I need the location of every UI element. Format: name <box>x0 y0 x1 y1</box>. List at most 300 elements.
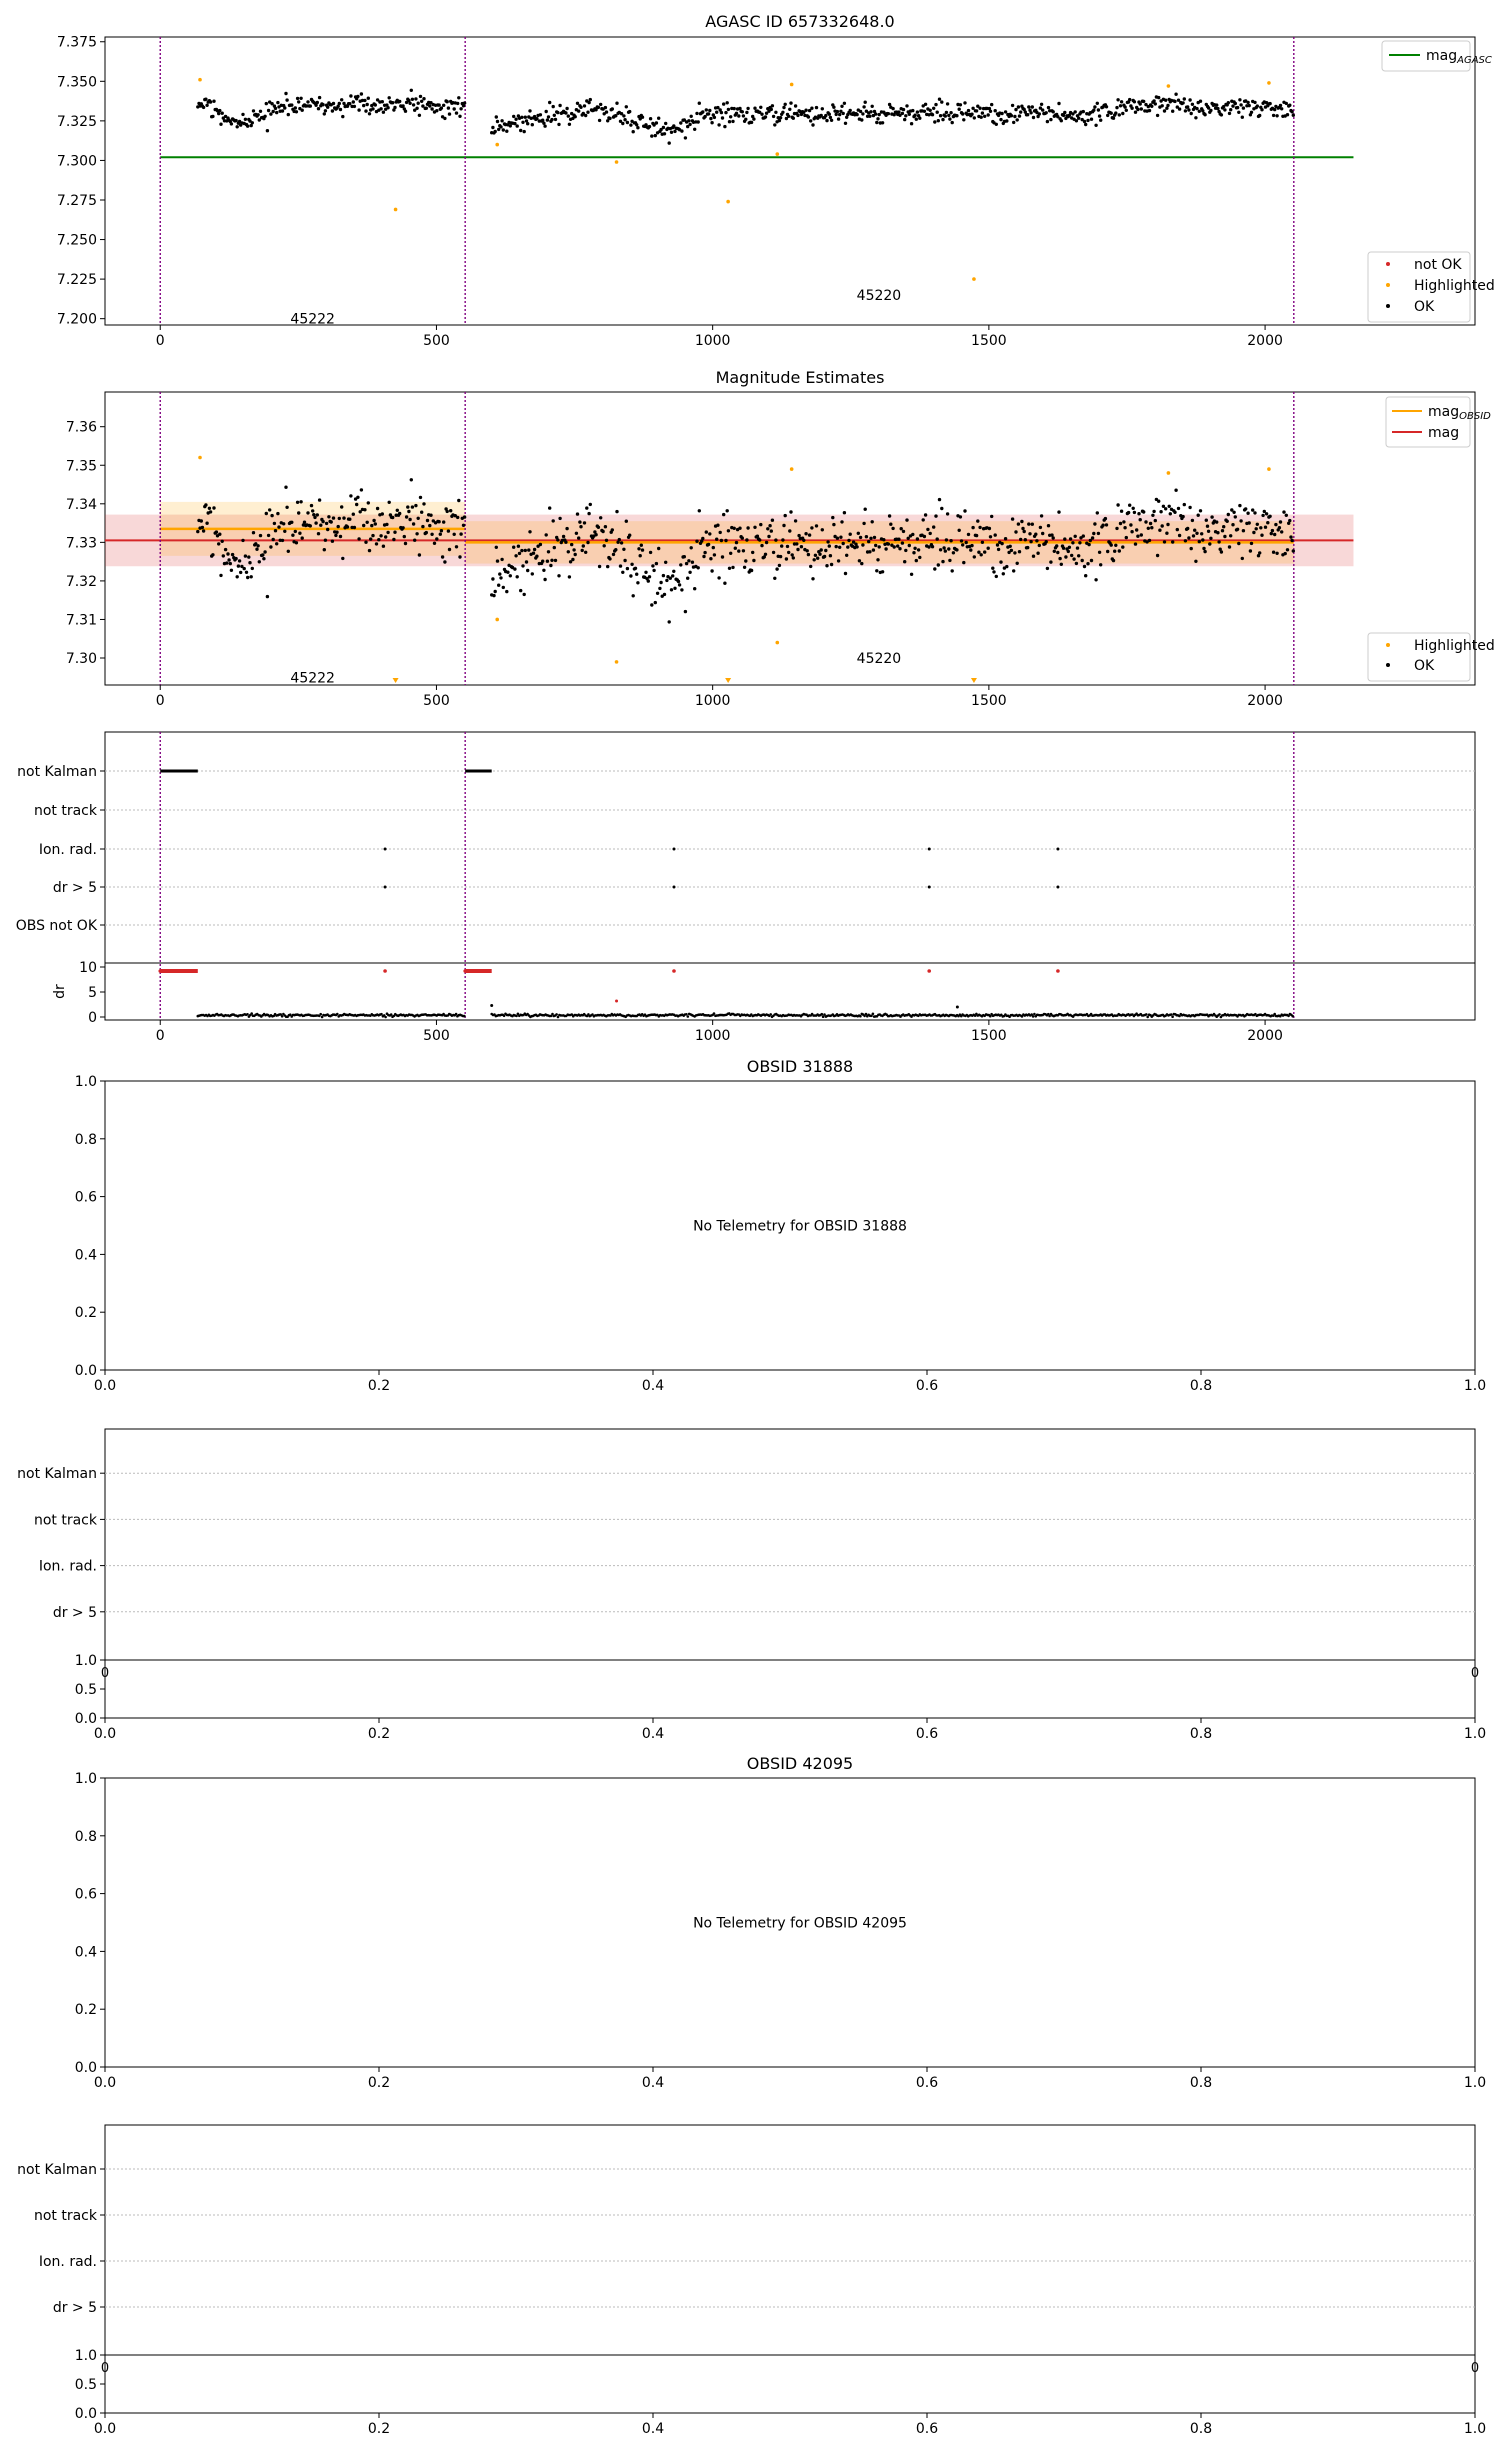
dr-point <box>455 1013 458 1016</box>
legend-label: OK <box>1414 658 1435 674</box>
ok-point <box>933 120 936 123</box>
ok-point <box>796 114 799 117</box>
ok-point <box>1216 531 1219 534</box>
agasc-ytick-label: 7.375 <box>56 34 97 51</box>
ok-point <box>337 525 340 528</box>
ok-point <box>360 488 363 491</box>
ok-point <box>217 112 220 115</box>
ok-point <box>708 532 711 535</box>
ok-point <box>778 564 781 567</box>
ok-point <box>846 545 849 548</box>
ok-point <box>1266 521 1269 524</box>
ok-point <box>796 548 799 551</box>
dr-point <box>1218 1013 1221 1016</box>
ok-point <box>1057 102 1060 105</box>
ok-point <box>924 513 927 516</box>
ok-point <box>1192 534 1195 537</box>
ok-point <box>1223 108 1226 111</box>
ok-point <box>1209 109 1212 112</box>
dr-point <box>336 1013 339 1016</box>
legend-label: OK <box>1414 299 1435 315</box>
ok-point <box>656 592 659 595</box>
ok-point <box>542 569 545 572</box>
ok-point <box>824 114 827 117</box>
ok-point <box>994 109 997 112</box>
obsid_31888-title: OBSID 31888 <box>746 1057 854 1076</box>
ok-point <box>584 551 587 554</box>
ok-point <box>1290 110 1293 113</box>
ok-point <box>514 118 517 121</box>
ok-point <box>673 130 676 133</box>
ok-point <box>420 100 423 103</box>
ok-point <box>944 114 947 117</box>
ok-point <box>771 519 774 522</box>
ok-point <box>829 116 832 119</box>
ok-point <box>506 571 509 574</box>
ok-point <box>1036 552 1039 555</box>
ok-point <box>1123 526 1126 529</box>
ok-point <box>963 101 966 104</box>
ok-point <box>1148 539 1151 542</box>
ok-point <box>828 544 831 547</box>
ok-point <box>814 554 817 557</box>
ok-point <box>687 559 690 562</box>
ok-point <box>1238 504 1241 507</box>
ok-point <box>942 546 945 549</box>
ok-point <box>1024 538 1027 541</box>
ok-point <box>368 112 371 115</box>
ok-point <box>623 118 626 121</box>
ok-point <box>994 533 997 536</box>
ok-point <box>1017 522 1020 525</box>
ok-point <box>679 563 682 566</box>
ok-point <box>321 103 324 106</box>
ok-point <box>787 115 790 118</box>
ok-point <box>970 113 973 116</box>
ok-point <box>1071 541 1074 544</box>
ok-point <box>1198 110 1201 113</box>
ok-point <box>707 112 710 115</box>
agasc-ytick-label: 7.350 <box>56 74 97 91</box>
ok-point <box>737 549 740 552</box>
ok-point <box>693 587 696 590</box>
ok-point <box>751 551 754 554</box>
ok-point <box>404 110 407 113</box>
ok-point <box>782 106 785 109</box>
ok-point <box>1034 533 1037 536</box>
ok-point <box>781 538 784 541</box>
ok-point <box>209 510 212 513</box>
ok-point <box>1093 522 1096 525</box>
ok-point <box>741 110 744 113</box>
ok-point <box>433 542 436 545</box>
small-xtick-label: 0.0 <box>93 1726 117 1742</box>
dr-clipped-point <box>1056 969 1060 973</box>
ok-point <box>1081 559 1084 562</box>
ok-point <box>991 567 994 570</box>
ok-point <box>348 518 351 521</box>
ok-point <box>735 112 738 115</box>
ok-point <box>1053 550 1056 553</box>
ok-point <box>1159 510 1162 513</box>
ok-point <box>230 569 233 572</box>
ok-point <box>855 545 858 548</box>
ok-point <box>808 533 811 536</box>
ok-point <box>836 110 839 113</box>
ok-point <box>615 510 618 513</box>
ok-point <box>346 525 349 528</box>
ok-point <box>1014 530 1017 533</box>
ok-point <box>1271 529 1274 532</box>
ok-point <box>1120 510 1123 513</box>
ok-point <box>688 571 691 574</box>
ok-point <box>1194 560 1197 563</box>
ok-point <box>440 529 443 532</box>
legend-label: mag <box>1428 425 1460 441</box>
ok-point <box>517 545 520 548</box>
ok-point <box>768 524 771 527</box>
ok-point <box>663 132 666 135</box>
ok-point <box>1136 108 1139 111</box>
ok-point <box>917 548 920 551</box>
ok-point <box>903 560 906 563</box>
ok-point <box>1110 112 1113 115</box>
ok-point <box>524 116 527 119</box>
ok-point <box>1186 527 1189 530</box>
ok-point <box>908 544 911 547</box>
agasc-xtick-label: 2000 <box>1247 333 1283 349</box>
ok-point <box>209 100 212 103</box>
ok-point <box>867 540 870 543</box>
ok-point <box>750 121 753 124</box>
ok-point <box>862 105 865 108</box>
ok-point <box>1152 510 1155 513</box>
ok-point <box>263 550 266 553</box>
ok-point <box>729 552 732 555</box>
ok-point <box>1052 110 1055 113</box>
ok-point <box>715 111 718 114</box>
ok-point <box>800 545 803 548</box>
ok-point <box>236 125 239 128</box>
ok-point <box>1168 505 1171 508</box>
ok-point <box>1288 104 1291 107</box>
ok-point <box>978 526 981 529</box>
ok-point <box>802 539 805 542</box>
ok-point <box>275 111 278 114</box>
small-ytick-label: 0.0 <box>74 1711 97 1727</box>
ok-point <box>577 109 580 112</box>
ok-point <box>831 516 834 519</box>
ok-point <box>1272 114 1275 117</box>
ok-point <box>284 486 287 489</box>
ok-point <box>726 509 729 512</box>
ok-point <box>376 507 379 510</box>
ok-point <box>847 539 850 542</box>
ok-point <box>294 106 297 109</box>
ok-point <box>273 522 276 525</box>
ok-point <box>728 567 731 570</box>
ok-point <box>202 529 205 532</box>
ok-point <box>716 524 719 527</box>
ok-point <box>1112 559 1115 562</box>
ok-point <box>352 100 355 103</box>
ok-point <box>364 541 367 544</box>
ok-point <box>1119 522 1122 525</box>
ok-point <box>809 119 812 122</box>
ok-point <box>710 569 713 572</box>
flag-row-label: not track <box>33 2208 97 2224</box>
ok-point <box>731 120 734 123</box>
ok-point <box>202 106 205 109</box>
ok-point <box>585 506 588 509</box>
agasc-title: AGASC ID 657332648.0 <box>705 12 895 31</box>
ok-point <box>945 111 948 114</box>
ok-point <box>778 119 781 122</box>
ok-point <box>811 123 814 126</box>
ok-point <box>429 514 432 517</box>
ok-point <box>832 523 835 526</box>
ok-point <box>1206 525 1209 528</box>
ok-point <box>514 554 517 557</box>
ok-point <box>418 553 421 556</box>
ok-point <box>632 594 635 597</box>
dr-gt-5-flag <box>928 886 931 889</box>
ok-point <box>772 551 775 554</box>
obsid_42095-ytick-label: 1.0 <box>74 1771 97 1787</box>
ok-point <box>820 548 823 551</box>
ok-point <box>247 555 250 558</box>
ok-point <box>1228 545 1231 548</box>
ok-point <box>1229 108 1232 111</box>
ok-point <box>281 109 284 112</box>
ok-point <box>971 526 974 529</box>
ok-point <box>225 561 228 564</box>
ok-point <box>1260 108 1263 111</box>
ok-point <box>670 588 673 591</box>
ok-point <box>338 102 341 105</box>
ok-point <box>658 587 661 590</box>
ok-point <box>1010 549 1013 552</box>
ok-point <box>1244 507 1247 510</box>
ok-point <box>311 509 314 512</box>
ok-point <box>1099 563 1102 566</box>
ok-point <box>1032 555 1035 558</box>
dr-clipped-point <box>383 969 387 973</box>
ok-point <box>495 115 498 118</box>
ok-point <box>535 555 538 558</box>
ok-point <box>435 537 438 540</box>
ok-point <box>516 124 519 127</box>
ok-point <box>1035 539 1038 542</box>
ok-point <box>735 541 738 544</box>
corner-tick-label: 0 <box>100 1666 110 1681</box>
ok-point <box>804 109 807 112</box>
ok-point <box>458 555 461 558</box>
ok-point <box>744 559 747 562</box>
mag-obs-label: 45222 <box>290 670 335 687</box>
ok-point <box>629 574 632 577</box>
ok-point <box>717 576 720 579</box>
ok-point <box>961 543 964 546</box>
ok-point <box>552 519 555 522</box>
ok-point <box>1092 532 1095 535</box>
ok-point <box>752 117 755 120</box>
ok-point <box>918 556 921 559</box>
flags-xtick-label: 1500 <box>971 1028 1007 1044</box>
obsid_31888-xtick-label: 0.0 <box>93 1378 117 1394</box>
ok-point <box>760 544 763 547</box>
ok-point <box>1029 540 1032 543</box>
ok-point <box>363 99 366 102</box>
ok-point <box>936 111 939 114</box>
ok-point <box>1246 101 1249 104</box>
ok-point <box>1064 555 1067 558</box>
ok-point <box>1242 106 1245 109</box>
ok-point <box>619 564 622 567</box>
ok-point <box>804 532 807 535</box>
ok-point <box>832 106 835 109</box>
ok-point <box>1284 552 1287 555</box>
ok-point <box>771 104 774 107</box>
ok-point <box>1086 562 1089 565</box>
ok-point <box>440 106 443 109</box>
ok-point <box>1184 109 1187 112</box>
ok-point <box>641 548 644 551</box>
ok-point <box>410 89 413 92</box>
ok-point <box>948 117 951 120</box>
ok-point <box>629 123 632 126</box>
ok-point <box>891 107 894 110</box>
ok-point <box>357 108 360 111</box>
ok-point <box>615 102 618 105</box>
ok-point <box>448 548 451 551</box>
ok-point <box>241 539 244 542</box>
ok-point <box>1190 112 1193 115</box>
flags_42095-panel <box>17 2125 1486 2437</box>
ok-point <box>1270 532 1273 535</box>
ok-point <box>649 551 652 554</box>
ok-point <box>386 106 389 109</box>
ok-point <box>1017 105 1020 108</box>
ok-point <box>604 525 607 528</box>
ok-point <box>869 110 872 113</box>
ok-point <box>446 100 449 103</box>
highlighted-point <box>198 78 202 82</box>
ok-point <box>1128 504 1131 507</box>
ok-point <box>741 536 744 539</box>
ok-point <box>341 115 344 118</box>
ok-point <box>717 123 720 126</box>
highlighted-point <box>1167 471 1171 475</box>
ok-point <box>904 549 907 552</box>
dr-ylabel: dr <box>52 984 68 999</box>
ok-point <box>531 572 534 575</box>
mag-xtick-label: 2000 <box>1247 693 1283 709</box>
ok-point <box>655 121 658 124</box>
ion-rad-flag <box>672 848 675 851</box>
ok-point <box>807 115 810 118</box>
ok-point <box>446 510 449 513</box>
obsid_31888-ytick-label: 0.4 <box>74 1247 97 1264</box>
ok-point <box>319 524 322 527</box>
ok-point <box>1258 551 1261 554</box>
ok-point <box>221 112 224 115</box>
ok-point <box>1110 543 1113 546</box>
ok-point <box>1282 510 1285 513</box>
ok-point <box>1208 542 1211 545</box>
ok-point <box>1234 515 1237 518</box>
ok-point <box>889 523 892 526</box>
ok-point <box>672 570 675 573</box>
obsid_31888-no-telemetry-text: No Telemetry for OBSID 31888 <box>693 1218 907 1235</box>
ok-point <box>318 96 321 99</box>
ok-point <box>391 101 394 104</box>
ok-point <box>712 546 715 549</box>
ok-point <box>898 547 901 550</box>
ok-point <box>902 530 905 533</box>
flag-row-label: dr > 5 <box>52 1604 97 1621</box>
highlighted-point <box>1167 84 1171 88</box>
ok-point <box>443 560 446 563</box>
ok-point <box>830 119 833 122</box>
ok-point <box>1084 574 1087 577</box>
ok-point <box>218 109 221 112</box>
dr-clipped-point <box>158 969 162 973</box>
ok-point <box>1186 105 1189 108</box>
ok-point <box>348 102 351 105</box>
ok-point <box>809 565 812 568</box>
ok-point <box>1286 548 1289 551</box>
ok-point <box>1120 100 1123 103</box>
dr-outlier <box>490 1004 493 1007</box>
ok-point <box>697 120 700 123</box>
small-ytick-label: 1.0 <box>74 2348 97 2364</box>
ok-point <box>391 516 394 519</box>
ok-point <box>498 572 501 575</box>
ok-point <box>238 559 241 562</box>
ok-point <box>721 116 724 119</box>
ok-point <box>773 577 776 580</box>
ok-point <box>784 514 787 517</box>
dr-point <box>872 1013 875 1016</box>
ok-point <box>702 555 705 558</box>
ok-point <box>1149 522 1152 525</box>
ok-point <box>455 111 458 114</box>
ok-point <box>671 574 674 577</box>
highlighted-point <box>495 143 499 147</box>
ok-point <box>265 102 268 105</box>
ok-point <box>1210 515 1213 518</box>
ok-point <box>576 102 579 105</box>
flag-row-label: not Kalman <box>17 1466 97 1483</box>
ok-point <box>1130 530 1133 533</box>
dr-point <box>1146 1016 1149 1019</box>
ok-point <box>1028 532 1031 535</box>
ok-point <box>1250 111 1253 114</box>
ok-point <box>1292 114 1295 117</box>
ok-point <box>342 516 345 519</box>
ok-point <box>989 110 992 113</box>
ok-point <box>435 109 438 112</box>
ok-point <box>731 566 734 569</box>
ok-point <box>806 549 809 552</box>
ok-point <box>722 102 725 105</box>
ok-point <box>1201 538 1204 541</box>
ok-point <box>321 520 324 523</box>
agasc-ytick-label: 7.250 <box>56 232 97 249</box>
ok-point <box>746 107 749 110</box>
ok-point <box>955 114 958 117</box>
